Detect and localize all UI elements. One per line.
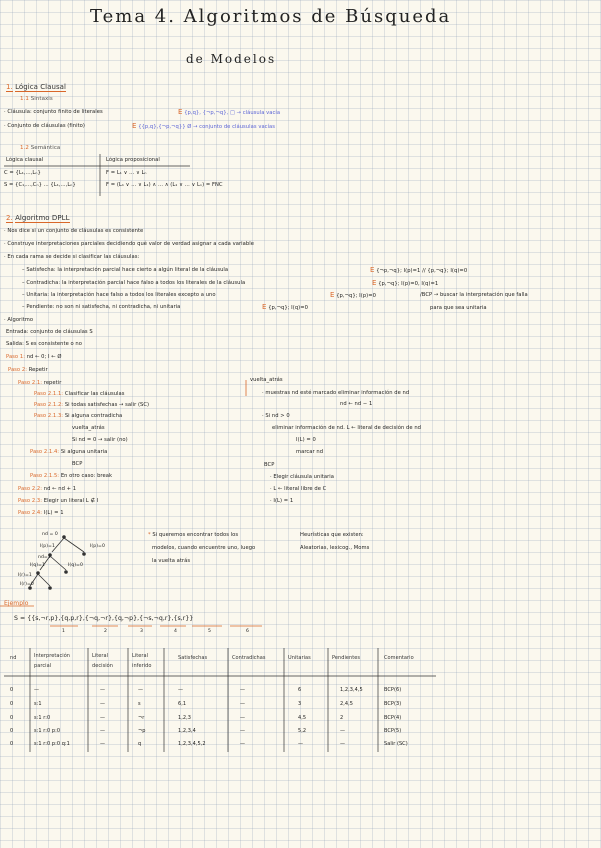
paso-2-1-3: Paso 2.1.3: Si alguna contradicha — [34, 413, 123, 419]
algoritmo-entrada: Entrada: conjunto de cláusulas S — [6, 329, 93, 335]
table-cell: — — [138, 687, 144, 693]
bcp-2: · L ← literal libre de C — [270, 486, 327, 492]
table-cell: 1,2,3,4 — [178, 728, 196, 734]
tree-ir0: I(r)=0 — [20, 582, 34, 587]
clausula-example: E {p,q}, {¬p,¬q}, □ → cláusula vacía — [178, 108, 281, 116]
table-cell: s:1 r:0 p:0 — [34, 728, 61, 734]
semantics-col1-header: Lógica clausal — [6, 157, 44, 163]
tree-iq1: I(q)=1 — [30, 563, 45, 568]
semantics-row2-clausal: S = {C₁,...,Cₙ} ... {L₁,...,Lₙ} — [4, 182, 76, 188]
table-cell: 1,2,3 — [178, 715, 191, 721]
semantics-row2-prop: F = (L₁ ∨ ... ∨ L₁) ∧ ... ∧ (L₁ ∨ ... ∨ Lₙ) = FNC — [106, 182, 223, 188]
table-header-interpretacion: Interpretación parcial — [34, 653, 71, 669]
vuelta-atras-title: vuelta_atrás — [250, 377, 283, 383]
paso-2-2: Paso 2.2: nd ← nd + 1 — [18, 486, 77, 492]
table-cell: 0 — [10, 715, 14, 721]
paso-2: Paso 2: Repetir — [8, 367, 48, 373]
paso-2-1-4: Paso 2.1.4: Si alguna unitaria — [30, 449, 108, 455]
table-cell: s — [138, 701, 141, 707]
table-cell: — — [240, 687, 246, 693]
paso-1: Paso 1: nd ← 0; I ← Ø — [6, 354, 62, 360]
table-header-unitarias: Unitarias — [288, 655, 311, 661]
table-header-comentario: Comentario — [384, 655, 414, 661]
table-cell: 3 — [298, 701, 302, 707]
table-cell: BCP(5) — [384, 728, 402, 734]
table-cell: BCP(4) — [384, 715, 402, 721]
ejemplo-idx-4: 4 — [174, 629, 177, 634]
table-cell: — — [178, 687, 184, 693]
table-cell: — — [100, 741, 106, 747]
ejemplo-set: S = {{s,¬r,p},{q,p,r},{¬q,¬r},{q,¬p},{¬s,¬q,r},{s,r}} — [14, 615, 194, 622]
conjunto-example: E {{p,q},{¬p,¬q}} Ø → conjunto de cláusulas vacías — [132, 122, 276, 130]
table-cell: Salir (SC) — [384, 741, 408, 747]
vuelta-atras-3: eliminar información de nd. L ← literal de decisión de nd — [272, 425, 422, 431]
table-cell: 1,2,3,4,5,2 — [178, 741, 206, 747]
section-2-heading: 2. Algoritmo DPLL — [6, 214, 70, 222]
ejemplo-idx-1: 1 — [62, 629, 65, 634]
vuelta-atras-1: · muestras nd esté marcado eliminar información de nd — [262, 390, 410, 396]
ejemplo-idx-2: 2 — [104, 629, 107, 634]
dpll-satisfecha: – Satisfecha: la interpretación parcial hace cierto a algún literal de la cláusula — [22, 267, 229, 273]
bcp-title: BCP — [264, 462, 275, 468]
table-cell: — — [100, 701, 106, 707]
semantics-col2-header: Lógica proposicional — [106, 157, 160, 163]
section-1-1-heading: 1.1 Sintaxis — [20, 96, 53, 102]
table-cell: ¬p — [138, 728, 146, 734]
table-cell: 0 — [10, 701, 14, 707]
paso-2-1-3-salir: Si nd = 0 → salir (no) — [72, 437, 128, 443]
table-cell: — — [34, 687, 40, 693]
table-cell: 2,4,5 — [340, 701, 353, 707]
table-header-literal-decision: Literal decisión — [92, 653, 114, 669]
heuristicas-1: Heurísticas que existen: — [300, 532, 364, 538]
page-title-line2: de Modelos — [186, 52, 277, 66]
table-cell: 1,2,3,4,5 — [340, 687, 363, 693]
vuelta-atras-1b: nd ← nd − 1 — [340, 401, 373, 407]
table-cell: ¬r — [138, 715, 145, 721]
bcp-3: · I(L) = 1 — [270, 498, 294, 504]
algoritmo-heading: · Algoritmo — [4, 317, 34, 323]
section-1-heading: 1. Lógica Clausal — [6, 83, 67, 91]
ejemplo-idx-5: 5 — [208, 629, 211, 634]
algoritmo-salida: Salida: S es consistente o no — [6, 341, 82, 347]
vuelta-atras-4: I(L) = 0 — [296, 437, 316, 443]
semantics-row1-clausal: C = {L₁,...,Lₙ} — [4, 170, 41, 176]
table-cell: 6,1 — [178, 701, 187, 707]
page-title: Tema 4. Algoritmos de Búsqueda — [90, 6, 452, 27]
semantics-row1-prop: F = L₁ ∨ ... ∨ Lₙ — [106, 170, 147, 176]
ejemplo-idx-3: 3 — [140, 629, 143, 634]
dpll-bcp-note: /BCP → buscar la interpretación que falla — [420, 292, 528, 298]
paso-2-1-1: Paso 2.1.1: Clasificar las cláusulas — [34, 391, 125, 397]
vuelta-atras-2: · Si nd > 0 — [262, 413, 290, 419]
tree-nd1: nd=1 — [38, 555, 51, 560]
paso-2-4: Paso 2.4: I(L) = 1 — [18, 510, 64, 516]
clausula-definition: · Cláusula: conjunto finito de literales — [4, 109, 103, 115]
table-cell: — — [240, 715, 246, 721]
table-cell: s:1 r:0 — [34, 715, 51, 721]
table-cell: — — [240, 728, 246, 734]
table-header-contradichas: Contradichas — [232, 655, 266, 661]
tree-note-2: modelos, cuando encuentre uno, luego — [152, 545, 256, 551]
paso-2-3: Paso 2.3: Elegir un literal L ∉ I — [18, 498, 99, 504]
table-cell: 0 — [10, 687, 14, 693]
table-header-nd: nd — [10, 655, 17, 661]
dpll-unitaria-example: E {p,¬q}; I(p)=0 — [330, 291, 376, 299]
tree-note-1: * Si queremos encontrar todos los — [148, 532, 239, 538]
tree-ir1: I(r)=1 — [18, 573, 32, 578]
table-cell: s:1 r:0 p:0 q:1 — [34, 741, 70, 747]
dpll-contradicha-example: E {p,¬q}; I(p)=0, I(q)=1 — [372, 279, 439, 287]
paso-2-1-2: Paso 2.1.2: Si todas satisfechas → salir (SC) — [34, 402, 150, 408]
dpll-line-3: · En cada rama se decide si clasificar las cláusulas: — [4, 254, 140, 260]
paso-2-1: Paso 2.1: repetir — [18, 380, 62, 386]
table-header-literal-inferido: Literal inferido — [132, 653, 152, 669]
table-header-satisfechas: Satisfechas — [178, 655, 208, 661]
table-header-pendientes: Pendientes — [332, 655, 361, 661]
table-cell: 0 — [10, 741, 14, 747]
paso-2-1-5: Paso 2.1.5: En otro caso: break — [30, 473, 113, 479]
table-cell: 2 — [340, 715, 344, 721]
paso-2-1-3-vuelta: vuelta_atrás — [72, 425, 105, 431]
table-cell: 6 — [298, 687, 302, 693]
dpll-line-2: · Construye interpretaciones parciales decidiendo qué valor de verdad asignar a cada variable — [4, 241, 254, 247]
bcp-1: · Elegir cláusula unitaria — [270, 474, 335, 480]
table-cell: — — [340, 728, 346, 734]
dpll-pendiente: – Pendiente: no son ni satisfecha, ni contradicha, ni unitaria — [22, 304, 181, 310]
ejemplo-heading: Ejemplo — [4, 600, 29, 607]
ejemplo-idx-6: 6 — [246, 629, 249, 634]
table-cell: 5,2 — [298, 728, 307, 734]
table-cell: — — [298, 741, 304, 747]
tree-ip0: I(p)=0 — [90, 544, 105, 549]
tree-nd0: nd = 0 — [42, 532, 58, 537]
vuelta-atras-5: marcar nd — [296, 449, 324, 455]
dpll-pendiente-example: E {p,¬q}; I(q)=0 — [262, 303, 308, 311]
table-cell: 4,5 — [298, 715, 307, 721]
dpll-line-1: · Nos dice si un conjunto de cláusulas es consistente — [4, 228, 144, 234]
table-cell: — — [240, 741, 246, 747]
table-cell: — — [100, 687, 106, 693]
paso-2-1-4-bcp: BCP — [72, 461, 83, 467]
dpll-unitaria: – Unitaria: la interpretación hace falso a todos los literales excepto a uno — [22, 292, 216, 298]
table-cell: 0 — [10, 728, 14, 734]
dpll-contradicha: – Contradicha: la interpretación parcial hace falso a todos los literales de la cláusula — [22, 280, 246, 286]
table-cell: q — [138, 741, 142, 747]
table-cell: — — [340, 741, 346, 747]
table-cell: BCP(6) — [384, 687, 402, 693]
section-1-2-heading: 1.2 Semántica — [20, 145, 61, 151]
tree-ip1: I(p)=1 — [40, 544, 55, 549]
table-cell: BCP(3) — [384, 701, 402, 707]
dpll-pendiente-note: para que sea unitaria — [430, 305, 487, 311]
heuristicas-2: Aleatorias, lexicog., Moms — [300, 545, 370, 551]
table-cell: — — [240, 701, 246, 707]
table-cell: s:1 — [34, 701, 42, 707]
tree-note-3: la vuelta atrás — [152, 558, 191, 564]
table-cell: — — [100, 728, 106, 734]
dpll-satisfecha-example: E {¬p,¬q}; I(p)=1 // {p,¬q}; I(q)=0 — [370, 266, 468, 274]
conjunto-definition: · Conjunto de cláusulas (finito) — [4, 123, 85, 129]
table-cell: — — [100, 715, 106, 721]
tree-iq0: I(q)=0 — [68, 563, 83, 568]
